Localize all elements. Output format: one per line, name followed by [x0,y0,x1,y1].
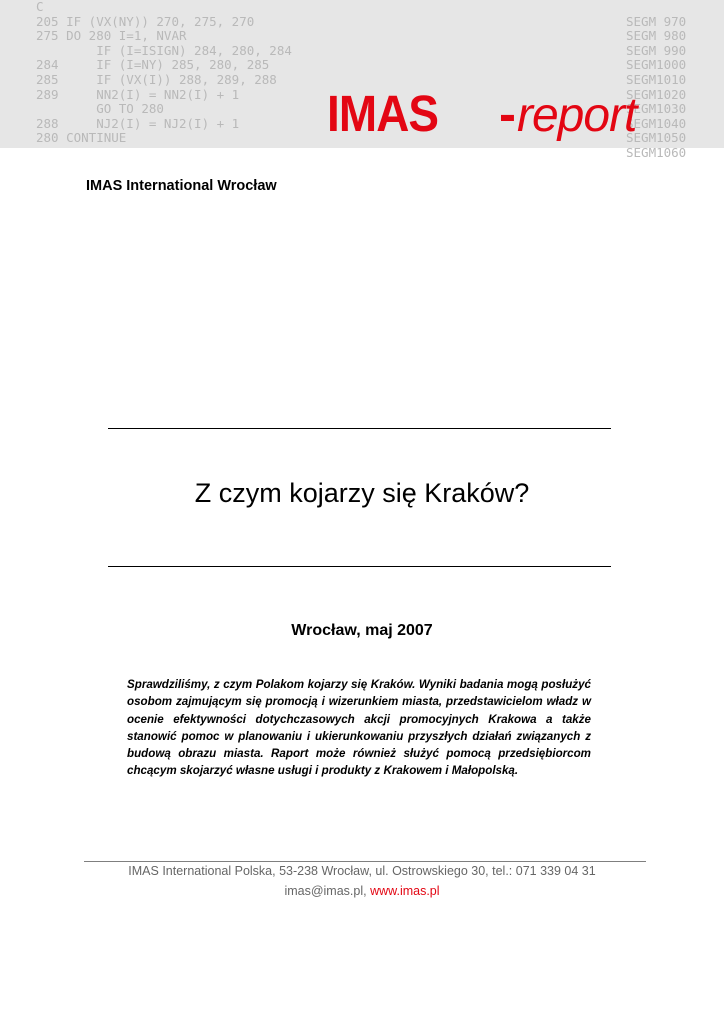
code-line [0,29,724,43]
footer-contact [0,884,724,898]
title-rule-bottom [108,566,611,567]
code-line-text: GO TO 280 [36,101,164,117]
code-line-text: C [36,0,44,14]
header-banner [0,0,724,160]
code-line [0,58,724,72]
logo-imas-text: IMAS [327,85,439,142]
code-line-segment: SEGM1050 [626,130,687,146]
website-link[interactable]: www.imas.pl [370,884,440,898]
code-line-segment: SEGM 970 [626,13,687,29]
report-title: Z czym kojarzy się Kraków? [194,478,530,508]
logo-report-text: report [517,89,637,142]
code-line-text: 285 IF (VX(I)) 288, 289, 288 [36,72,277,87]
code-line-segment: SEGM1040 [626,115,687,131]
code-line-text: 284 IF (I=NY) 285, 280, 285 [36,57,270,73]
code-line-segment: SEGM1000 [626,57,687,73]
code-line-segment: SEGM1010 [626,72,687,87]
code-line-segment: SEGM1020 [626,86,687,102]
code-line-segment: SEGM 990 [626,42,687,58]
code-line [0,15,724,29]
footer-rule [84,861,646,862]
code-line-segment: SEGM1030 [626,101,687,117]
organization-name: IMAS International Wrocław [86,178,277,194]
code-line-text: 289 NN2(I) = NN2(I) + 1 [36,86,240,102]
footer-separator: , [363,884,371,898]
imas-report-logo [327,82,637,146]
code-line-text: 280 CONTINUE [36,130,127,146]
code-line-segment: SEGM 980 [626,28,687,44]
code-line-text: 288 NJ2(I) = NJ2(I) + 1 [36,115,240,131]
footer-email: imas@imas.pl [284,884,364,898]
code-line-text: 275 DO 280 I=1, NVAR [36,28,187,44]
code-line-segment: SEGM1060 [626,145,687,160]
code-line [0,44,724,58]
code-line [0,146,724,160]
code-line [0,0,724,14]
footer-address: IMAS International Polska, 53-238 Wrocław, ul. Ostrowskiego 30, tel.: 071 339 04 31 [128,864,596,878]
title-rule-top [108,428,611,429]
place-and-date: Wrocław, maj 2007 [291,622,433,639]
logo-dash: - [499,85,516,142]
code-line-text: IF (I=ISIGN) 284, 280, 284 [36,42,292,58]
code-line-text: 205 IF (VX(NY)) 270, 275, 270 [36,13,255,29]
abstract-paragraph: Sprawdziliśmy, z czym Polakom kojarzy się Kraków. Wyniki badania mogą posłużyć osobom zajmującym się promocją i wizerunkiem miasta, przedstawicielom władz w ocenie efektywności dotychczasowych akcji promocyjnych Krakowa a także stanowić pomoc w planowaniu i ukierunkowaniu przyszłych działań związanych z budową obrazu miasta. Raport może również służyć pomocą przedsiębiorcom chcącym skojarzyć własne usługi i produkty z Krakowem i Małopolską. [127,678,591,778]
